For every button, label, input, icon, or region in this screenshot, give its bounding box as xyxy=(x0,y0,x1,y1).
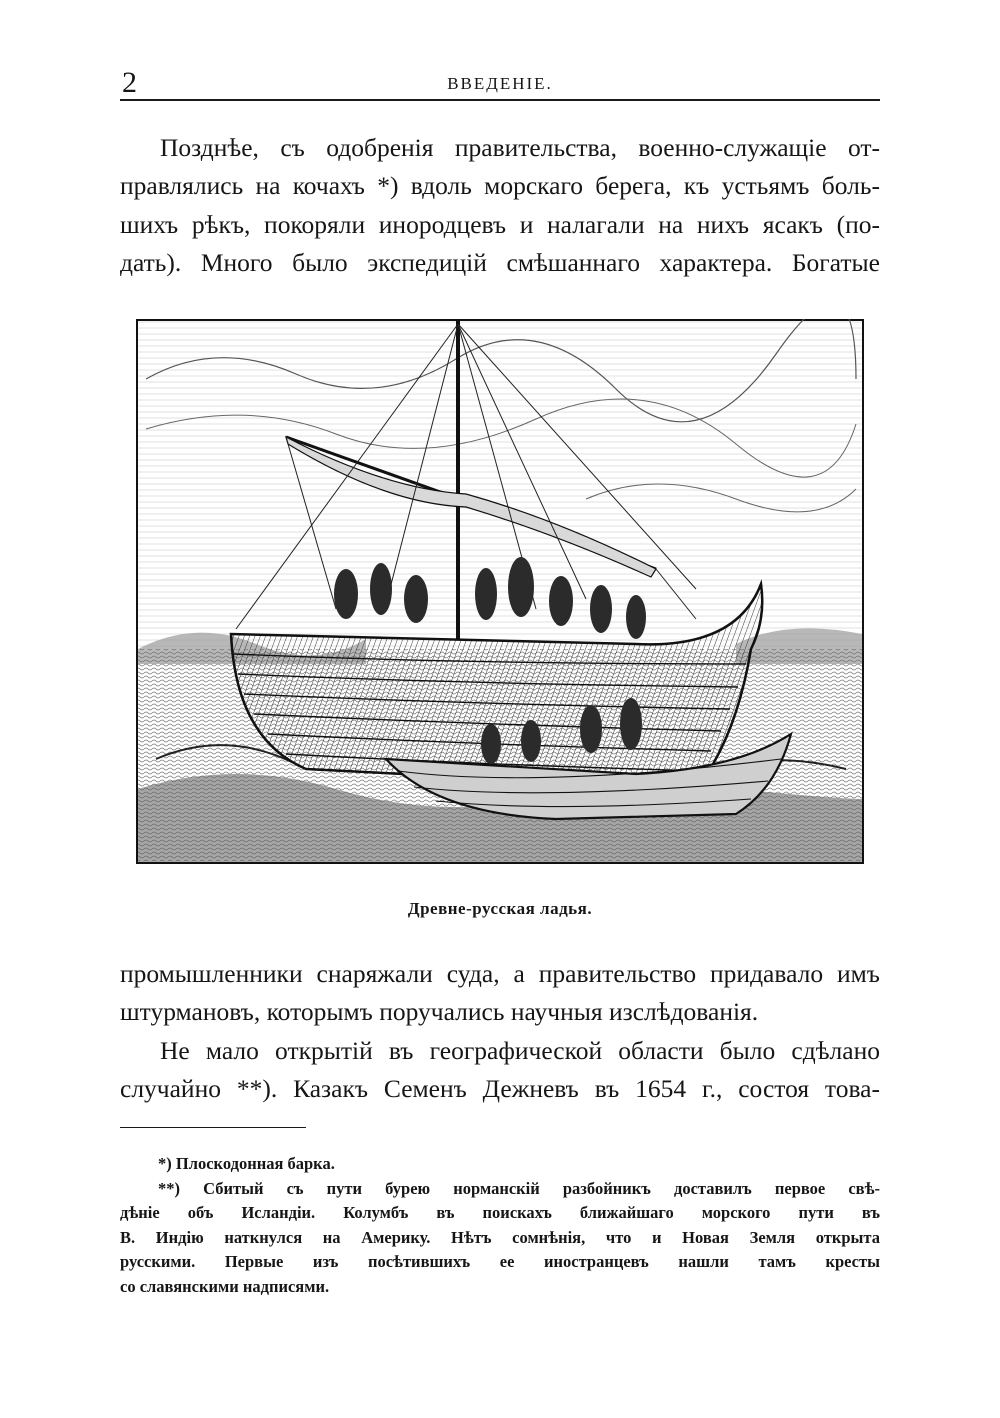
text-line: штурмановъ, которымъ поручались научныя изслѣдованія. xyxy=(120,997,759,1027)
text-line: промышленники снаряжали суда, а правительство придавало имъ xyxy=(120,959,880,988)
footnote-2-line: В. Индію наткнулся на Америку. Нѣтъ сомнѣнія, что и Новая Земля открыта xyxy=(120,1227,880,1247)
ship-engraving xyxy=(136,319,864,864)
footnotes xyxy=(120,1152,880,1300)
paragraph-discoveries xyxy=(120,1032,880,1109)
text-line: шихъ рѣкъ, покоряли инородцевъ и налагали на нихъ ясакъ (по- xyxy=(120,209,880,239)
text-line: случайно **). Казакъ Семенъ Дежневъ въ 1654 г., состоя това- xyxy=(120,1074,880,1104)
footnote-rule xyxy=(120,1127,306,1128)
page-number: 2 xyxy=(122,66,137,99)
running-title: ВВЕДЕНІЕ. xyxy=(447,74,553,93)
header-rule xyxy=(120,99,880,101)
footnote-1: *) Плоскодонная барка. xyxy=(158,1154,335,1173)
footnote-2-line: со славянскими надписями. xyxy=(120,1276,330,1296)
text-line: Позднѣе, съ одобренія правительства, военно-служащіе от- xyxy=(160,133,880,162)
text-line: дать). Много было экспедицій смѣшаннаго характера. Богатые xyxy=(120,247,880,277)
footnote-2-line: **) Сбитый съ пути бурею норманскій разбойникъ доставилъ первое свѣ- xyxy=(158,1178,880,1198)
text-line: Не мало открытій въ географической области было сдѣлано xyxy=(160,1036,880,1065)
page-header xyxy=(120,66,880,102)
text-line: правлялись на кочахъ *) вдоль морскаго берега, къ устьямъ боль- xyxy=(120,171,880,201)
footnote-2-line: русскими. Первые изъ посѣтившихъ ее иностранцевъ нашли тамъ кресты xyxy=(120,1252,880,1272)
paragraph-opening xyxy=(120,129,880,282)
footnote-2-line: дѣніе объ Исландіи. Колумбъ въ поискахъ ближайшаго морского пути въ xyxy=(120,1203,880,1223)
figure-caption: Древне-русская ладья. xyxy=(407,899,593,918)
paragraph-continued xyxy=(120,955,880,1032)
